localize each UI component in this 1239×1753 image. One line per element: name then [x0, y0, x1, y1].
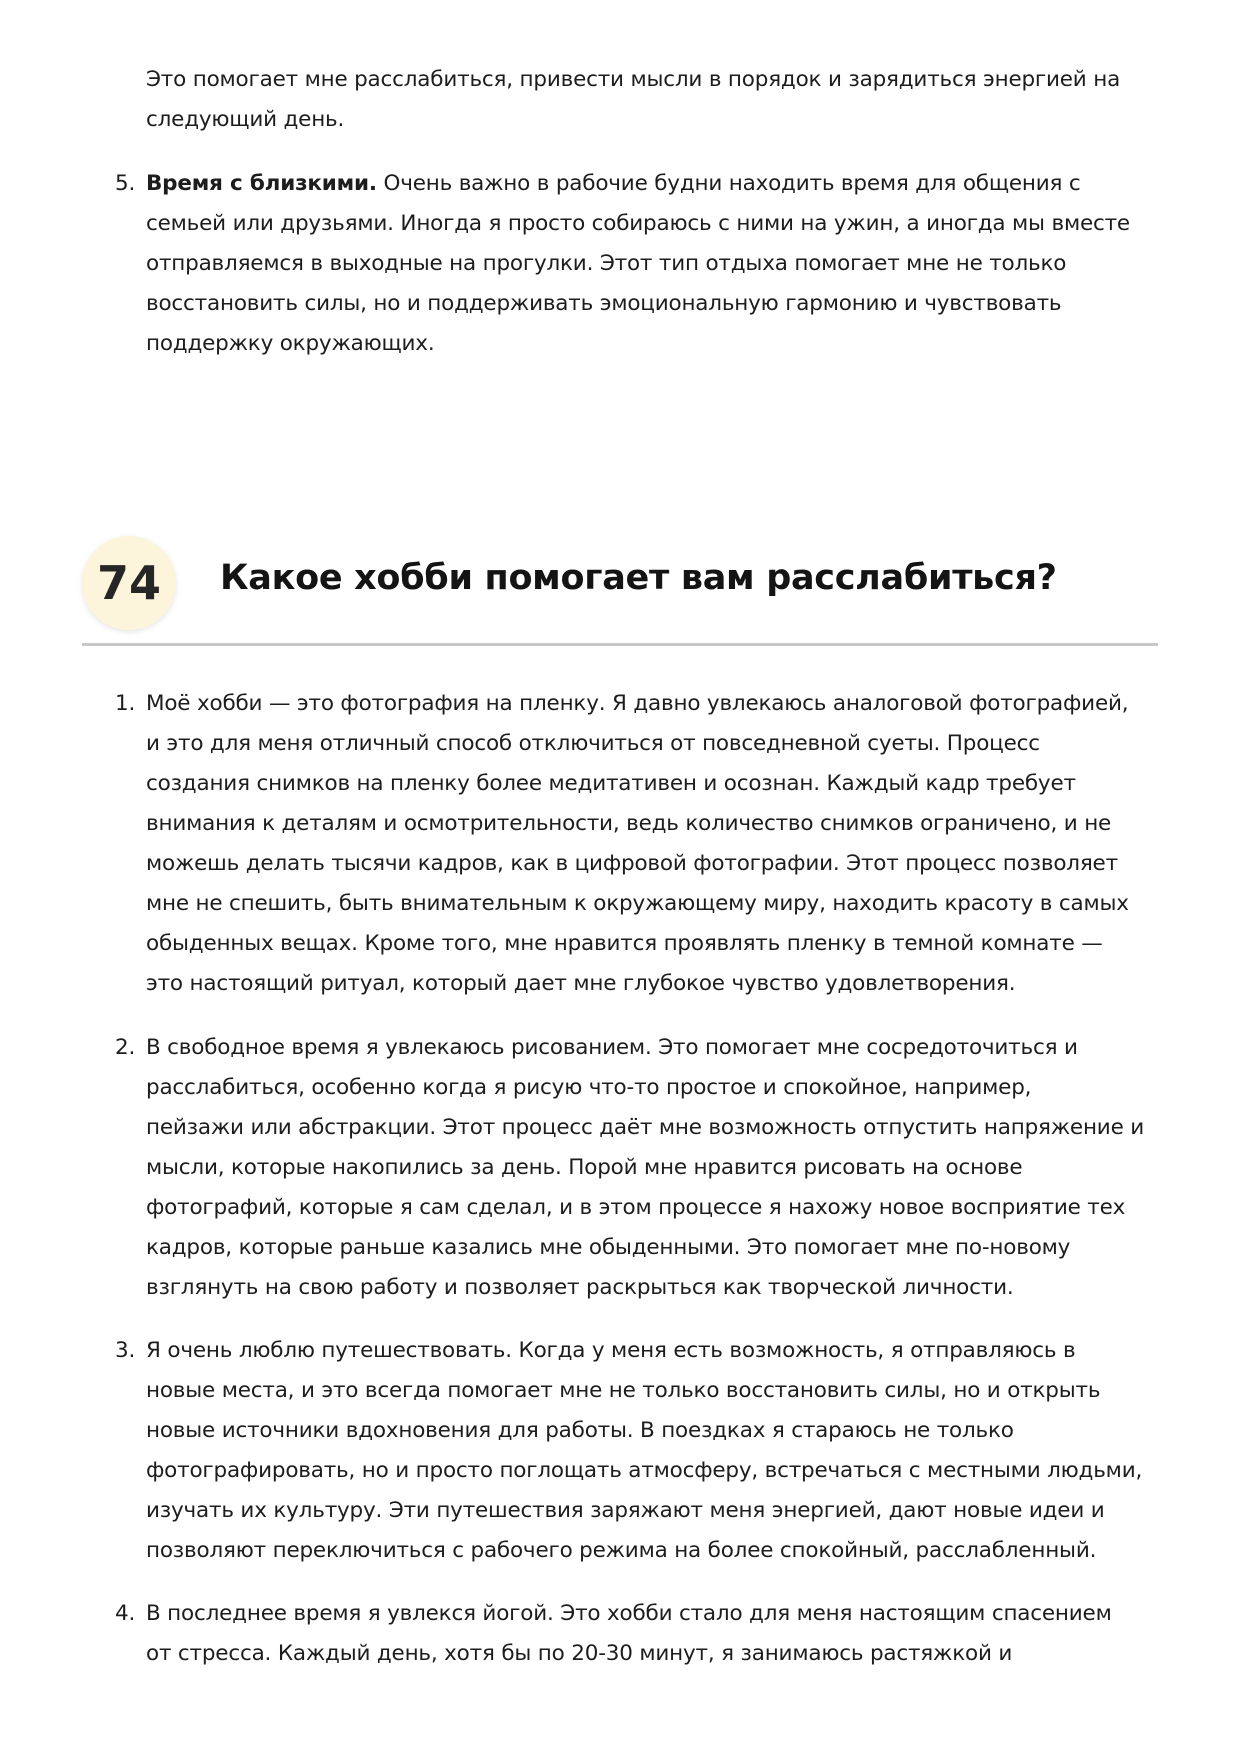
text-line: В свободное время я увлекаюсь рисованием. Это помогает мне сосредоточиться и — [146, 1035, 1078, 1060]
continuation-paragraph — [146, 60, 1166, 140]
text-line-rest: Очень важно в рабочие будни находить время для общения с — [376, 171, 1081, 196]
text-line — [146, 164, 1166, 204]
list-item-number: 5. — [115, 171, 136, 196]
list-item-number: 1. — [115, 691, 136, 716]
header-divider — [82, 643, 1158, 646]
list-item-number: 4. — [115, 1601, 136, 1626]
text-line: отправляемся в выходные на прогулки. Этот тип отдыха помогает мне не только — [146, 251, 1067, 276]
text-line: фотографий, которые я сам сделал, и в этом процессе я нахожу новое восприятие тех — [146, 1195, 1126, 1220]
list-item-body — [146, 684, 1166, 1004]
text-line: взглянуть на свою работу и позволяет раскрыться как творческой личности. — [146, 1275, 1014, 1300]
text-line: мне не спешить, быть внимательным к окружающему миру, находить красоту в самых — [146, 891, 1129, 916]
text-line: мысли, которые накопились за день. Порой мне нравится рисовать на основе — [146, 1155, 1023, 1180]
text-line: позволяют переключиться с рабочего режима на более спокойный, расслабленный. — [146, 1538, 1097, 1563]
text-line: кадров, которые раньше казались мне обыденными. Это помогает мне по-новому — [146, 1235, 1071, 1260]
text-line: и это для меня отличный способ отключиться от повседневной суеты. Процесс — [146, 731, 1040, 756]
text-line: внимания к деталям и осмотрительности, ведь количество снимков ограничено, и не — [146, 811, 1112, 836]
question-header — [82, 536, 1158, 646]
text-line: Моё хобби — это фотография на пленку. Я давно увлекаюсь аналоговой фотографией, — [146, 691, 1129, 716]
text-line: обыденных вещах. Кроме того, мне нравится проявлять пленку в темной комнате — — [146, 931, 1103, 956]
list-item-bold-lead: Время с близкими. — [146, 171, 377, 196]
text-line: Это помогает мне расслабиться, привести мысли в порядок и зарядиться энергией на — [146, 67, 1121, 92]
list-item-number: 2. — [115, 1035, 136, 1060]
list-item-number: 3. — [115, 1338, 136, 1363]
text-line: восстановить силы, но и поддерживать эмоциональную гармонию и чувствовать — [146, 291, 1062, 316]
text-line: следующий день. — [146, 107, 345, 132]
text-line: изучать их культуру. Эти путешествия заряжают меня энергией, дают новые идеи и — [146, 1498, 1105, 1523]
text-line: можешь делать тысячи кадров, как в цифровой фотографии. Этот процесс позволяет — [146, 851, 1118, 876]
text-line: это настоящий ритуал, который дает мне глубокое чувство удовлетворения. — [146, 971, 1016, 996]
text-line: В последнее время я увлекся йогой. Это хобби стало для меня настоящим спасением — [146, 1601, 1112, 1626]
text-line: семьей или друзьями. Иногда я просто собираюсь с ними на ужин, а иногда мы вместе — [146, 211, 1130, 236]
list-item-body — [146, 1594, 1166, 1674]
list-item-body — [146, 1331, 1166, 1571]
text-line: поддержку окружающих. — [146, 331, 435, 356]
text-line: Я очень люблю путешествовать. Когда у меня есть возможность, я отправляюсь в — [146, 1338, 1076, 1363]
text-line: новые места, и это всегда помогает мне не только восстановить силы, но и открыть — [146, 1378, 1101, 1403]
text-line: новые источники вдохновения для работы. В поездках я стараюсь не только — [146, 1418, 1014, 1443]
text-line: от стресса. Каждый день, хотя бы по 20-30 минут, я занимаюсь растяжкой и — [146, 1641, 1013, 1666]
text-line: расслабиться, особенно когда я рисую что-то простое и спокойное, например, — [146, 1075, 1032, 1100]
question-title: Какое хобби помогает вам расслабиться? — [220, 558, 1057, 598]
text-line: фотографировать, но и просто поглощать атмосферу, встречаться с местными людьми, — [146, 1458, 1143, 1483]
text-line: пейзажи или абстракции. Этот процесс даёт мне возможность отпустить напряжение и — [146, 1115, 1145, 1140]
question-number-badge: 74 — [82, 536, 176, 630]
list-item-body — [146, 1028, 1166, 1308]
list-item-body — [146, 164, 1166, 364]
text-line: создания снимков на пленку более медитативен и осознан. Каждый кадр требует — [146, 771, 1076, 796]
